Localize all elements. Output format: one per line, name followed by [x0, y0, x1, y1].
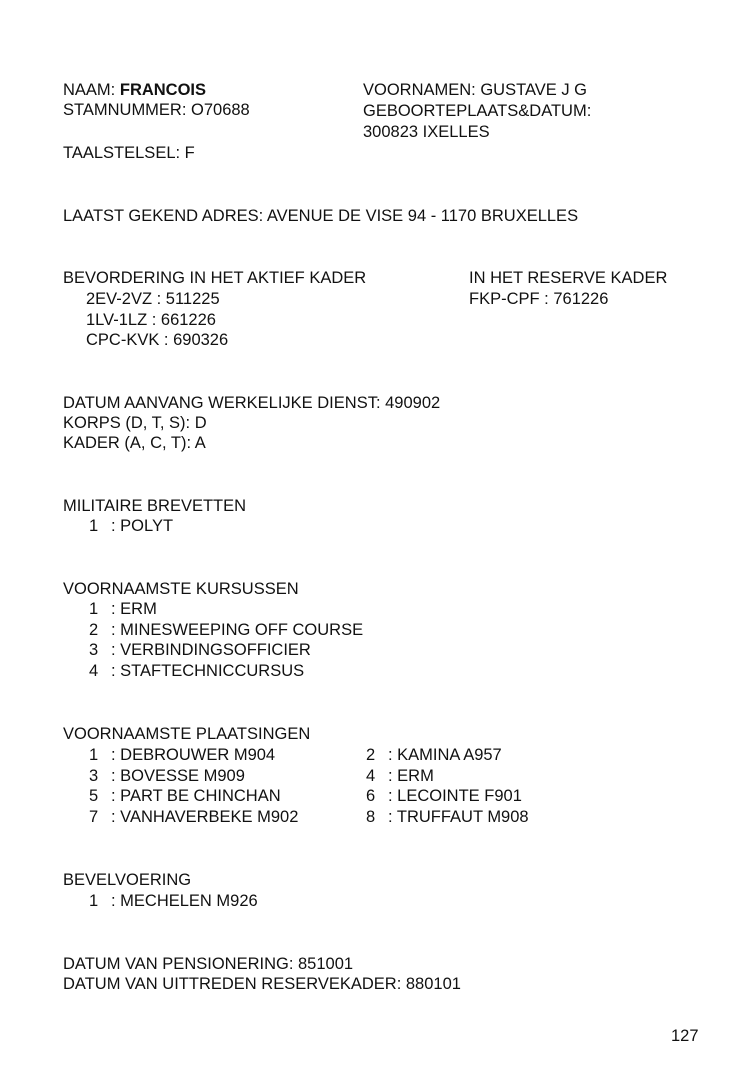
datum-aanvang-dienst: DATUM AANVANG WERKELIJKE DIENST: 490902 [63, 394, 441, 412]
bevelvoering-title: BEVELVOERING [63, 871, 192, 889]
list-item: 5 : PART BE CHINCHAN [89, 787, 281, 805]
kursussen-title: VOORNAAMSTE KURSUSSEN [63, 580, 299, 598]
name-line [63, 80, 206, 101]
list-item: 2 : KAMINA A957 [366, 746, 502, 764]
brevetten-item: 1 : POLYT [89, 517, 174, 535]
kursussen-list [89, 599, 363, 681]
list-item: 3 : BOVESSE M909 [89, 766, 245, 785]
kader: KADER (A, C, T): A [63, 434, 206, 452]
list-item: 2 : MINESWEEPING OFF COURSE [89, 620, 364, 639]
list-item: 4 : STAFTECHNICCURSUS [89, 661, 305, 680]
laatst-gekend-adres: LAATST GEKEND ADRES: AVENUE DE VISE 94 - 1170 BRUXELLES [63, 207, 579, 225]
brevetten-title: MILITAIRE BREVETTEN [63, 497, 247, 515]
bevordering-title: BEVORDERING IN HET AKTIEF KADER [63, 269, 367, 287]
page-number: 127 [671, 1027, 699, 1045]
list-item: 6 : LECOINTE F901 [366, 787, 522, 805]
korps: KORPS (D, T, S): D [63, 414, 207, 432]
taalstelsel: TAALSTELSEL: F [63, 144, 195, 162]
plaatsingen-right-list [366, 745, 529, 827]
list-item: 3 : VERBINDINGSOFFICIER [89, 641, 311, 659]
voornamen: VOORNAMEN: GUSTAVE J G [363, 81, 587, 99]
geboorte-label: GEBOORTEPLAATS&DATUM: [363, 102, 592, 120]
reserve-kader-item: FKP-CPF : 761226 [469, 290, 609, 308]
naam-value: FRANCOIS [119, 81, 207, 99]
naam-label: NAAM: [63, 81, 116, 99]
list-item: 8 : TRUFFAUT M908 [366, 807, 529, 826]
reserve-kader-title: IN HET RESERVE KADER [469, 269, 668, 287]
list-item: 1 : DEBROUWER M904 [89, 746, 276, 764]
stamnummer: STAMNUMMER: O70688 [63, 101, 250, 119]
datum-uittreden: DATUM VAN UITTREDEN RESERVEKADER: 880101 [63, 975, 461, 993]
datum-pensionering: DATUM VAN PENSIONERING: 851001 [63, 955, 354, 973]
plaatsingen-title: VOORNAAMSTE PLAATSINGEN [63, 725, 311, 743]
list-item: 1 : ERM [89, 600, 157, 618]
bevordering-item: 2EV-2VZ : 511225 [86, 290, 220, 308]
bevordering-item: CPC-KVK : 690326 [86, 331, 229, 349]
bevordering-list [86, 289, 228, 351]
geboorte-value: 300823 IXELLES [363, 123, 490, 141]
list-item: 7 : VANHAVERBEKE M902 [89, 807, 299, 826]
bevordering-item: 1LV-1LZ : 661226 [86, 310, 216, 329]
list-item: 4 : ERM [366, 766, 434, 785]
bevelvoering-item: 1 : MECHELEN M926 [89, 892, 258, 910]
plaatsingen-left-list [89, 745, 298, 827]
